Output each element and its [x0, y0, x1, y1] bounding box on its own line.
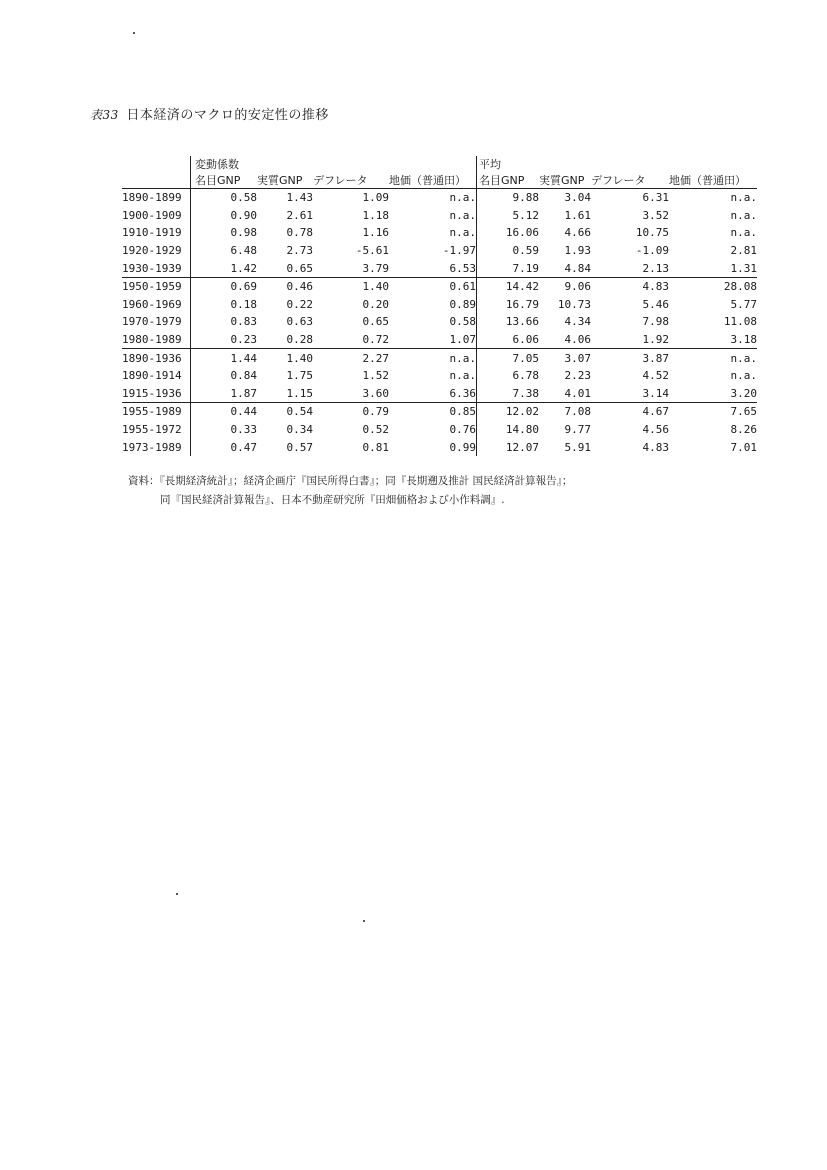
table-row [122, 259, 757, 277]
value-cell: 1.15 [257, 385, 313, 403]
scan-speck [133, 32, 135, 34]
value-cell: 0.52 [362, 423, 389, 437]
value-cell: 1.52 [362, 369, 389, 383]
value-cell: 6.48 [191, 242, 258, 260]
value-cell: 1.07 [389, 331, 477, 349]
value-cell: 0.47 [191, 438, 258, 456]
period-cell: 1890-1914 [122, 369, 182, 383]
column-header: 名目GNP [477, 172, 540, 189]
value-cell: 0.78 [286, 226, 313, 240]
value-cell: 7.38 [477, 385, 540, 403]
value-cell: 0.99 [449, 440, 476, 454]
value-cell: 7.01 [730, 440, 757, 454]
value-cell: -5.61 [355, 244, 389, 258]
table-row [122, 403, 757, 421]
value-cell: 0.33 [191, 421, 258, 439]
value-cell: 0.22 [286, 297, 313, 311]
table-row [122, 349, 757, 367]
period-cell: 1960-1969 [122, 297, 182, 311]
value-cell: 0.63 [286, 315, 313, 329]
value-cell: 9.06 [564, 280, 591, 294]
period-cell: 1890-1899 [122, 191, 182, 205]
group-header-cv: 変動係数 [191, 156, 477, 172]
value-cell: 2.13 [591, 259, 669, 277]
table-row [122, 313, 757, 331]
period-cell: 1910-1919 [122, 226, 182, 240]
value-cell: 0.23 [191, 331, 258, 349]
column-header: 地価（普通田） [389, 172, 477, 189]
value-cell: 12.07 [477, 438, 540, 456]
value-cell: 4.06 [539, 331, 591, 349]
period-cell: 1955-1989 [122, 405, 182, 419]
value-cell: 0.18 [191, 296, 258, 314]
value-cell: 7.98 [642, 315, 669, 329]
value-cell: n.a. [730, 191, 757, 205]
value-cell: 9.88 [477, 189, 540, 207]
value-cell: 0.58 [191, 189, 258, 207]
value-cell: 4.34 [564, 315, 591, 329]
value-cell: 4.66 [564, 226, 591, 240]
column-header: 実質GNP [539, 172, 591, 189]
value-cell: 7.65 [730, 405, 757, 419]
period-cell: 1890-1936 [122, 351, 182, 365]
period-cell: 1955-1972 [122, 423, 182, 437]
value-cell: n.a. [449, 208, 476, 222]
value-cell: 3.52 [642, 208, 669, 222]
table-row [122, 296, 757, 314]
column-header: デフレータ [313, 172, 389, 189]
value-cell: 4.67 [642, 405, 669, 419]
value-cell: 0.61 [449, 280, 476, 294]
table-number: 表33 [90, 108, 119, 122]
period-cell: 1950-1959 [122, 280, 182, 294]
value-cell: 6.53 [389, 259, 477, 277]
column-header: デフレータ [591, 172, 669, 189]
value-cell: 1.44 [191, 349, 258, 367]
value-cell: 0.59 [477, 242, 540, 260]
table-title [90, 104, 329, 123]
value-cell: 0.81 [362, 440, 389, 454]
value-cell: 1.40 [286, 351, 313, 365]
value-cell: 7.08 [564, 405, 591, 419]
value-cell: 1.40 [362, 280, 389, 294]
value-cell: 1.42 [191, 259, 258, 277]
period-cell: 1915-1936 [122, 385, 191, 403]
value-cell: -1.97 [442, 244, 476, 258]
value-cell: 1.43 [286, 191, 313, 205]
value-cell: n.a. [730, 351, 757, 365]
value-cell: n.a. [449, 226, 476, 240]
period-cell: 1930-1939 [122, 259, 191, 277]
value-cell: n.a. [730, 369, 757, 383]
value-cell: 5.46 [642, 297, 669, 311]
table-row [122, 189, 757, 207]
value-cell: 0.84 [191, 367, 258, 385]
value-cell: n.a. [449, 191, 476, 205]
value-cell: 6.31 [642, 191, 669, 205]
value-cell: 0.65 [362, 315, 389, 329]
period-cell: 1920-1929 [122, 244, 182, 258]
value-cell: n.a. [449, 369, 476, 383]
value-cell: 0.20 [362, 297, 389, 311]
data-table [122, 156, 757, 456]
value-cell: 3.20 [669, 385, 757, 403]
period-cell: 1970-1979 [122, 315, 182, 329]
value-cell: 1.87 [191, 385, 258, 403]
value-cell: 0.69 [191, 277, 258, 295]
value-cell: 0.90 [191, 207, 258, 225]
value-cell: 14.42 [477, 277, 540, 295]
value-cell: 16.06 [477, 224, 540, 242]
value-cell: 2.61 [286, 208, 313, 222]
table-row [122, 438, 757, 456]
value-cell: n.a. [449, 351, 476, 365]
value-cell: 7.05 [477, 349, 540, 367]
value-cell: 0.85 [449, 405, 476, 419]
value-cell: 16.79 [477, 296, 540, 314]
value-cell: 7.19 [477, 259, 540, 277]
value-cell: 3.14 [591, 385, 669, 403]
value-cell: 4.83 [642, 440, 669, 454]
value-cell: 5.77 [730, 297, 757, 311]
table-row [122, 224, 757, 242]
table-row [122, 367, 757, 385]
period-cell: 1973-1989 [122, 440, 182, 454]
value-cell: 3.60 [313, 385, 389, 403]
value-cell: 2.23 [564, 369, 591, 383]
value-cell: 1.92 [591, 331, 669, 349]
source-line-2: 同『国民経済計算報告』、日本不動産研究所『田畑価格および小作料調』. [160, 494, 505, 506]
value-cell: 0.83 [191, 313, 258, 331]
value-cell: 0.28 [257, 331, 313, 349]
value-cell: 0.72 [313, 331, 389, 349]
value-cell: 8.26 [730, 423, 757, 437]
value-cell: 2.73 [286, 244, 313, 258]
value-cell: 0.65 [257, 259, 313, 277]
value-cell: 6.78 [477, 367, 540, 385]
scan-speck [176, 893, 178, 895]
table-row [122, 385, 757, 403]
scan-speck [363, 920, 365, 922]
value-cell: 0.79 [362, 405, 389, 419]
value-cell: 1.16 [362, 226, 389, 240]
value-cell: 4.84 [539, 259, 591, 277]
header-blank [122, 156, 191, 172]
value-cell: 0.34 [286, 423, 313, 437]
table-row [122, 331, 757, 349]
value-cell: 0.76 [449, 423, 476, 437]
value-cell: 0.44 [191, 403, 258, 421]
column-header: 名目GNP [191, 172, 258, 189]
header-blank-sub [122, 172, 191, 189]
table-row [122, 277, 757, 295]
value-cell: 6.36 [389, 385, 477, 403]
table-row [122, 207, 757, 225]
value-cell: 0.58 [449, 315, 476, 329]
value-cell: n.a. [730, 226, 757, 240]
value-cell: 0.89 [449, 297, 476, 311]
value-cell: 0.54 [286, 405, 313, 419]
value-cell: 1.09 [362, 191, 389, 205]
value-cell: 3.04 [564, 191, 591, 205]
value-cell: 4.52 [642, 369, 669, 383]
value-cell: 1.31 [669, 259, 757, 277]
value-cell: 14.80 [477, 421, 540, 439]
table-row [122, 242, 757, 260]
period-cell: 1980-1989 [122, 331, 191, 349]
value-cell: 9.77 [564, 423, 591, 437]
column-header: 地価（普通田） [669, 172, 757, 189]
value-cell: 3.87 [642, 351, 669, 365]
table-body [122, 189, 757, 456]
value-cell: 2.27 [362, 351, 389, 365]
group-header-mean: 平均 [477, 156, 758, 172]
value-cell: 1.93 [564, 244, 591, 258]
table-title-text: 日本経済のマクロ的安定性の推移 [126, 108, 329, 123]
period-cell: 1900-1909 [122, 208, 182, 222]
value-cell: 0.57 [286, 440, 313, 454]
value-cell: 1.61 [564, 208, 591, 222]
source-line-1: 資料：『長期経済統計』；経済企画庁『国民所得白書』；同『長期遡及推計 国民経済計算報告』； [128, 475, 573, 487]
value-cell: 10.73 [557, 297, 591, 311]
value-cell: 10.75 [635, 226, 669, 240]
value-cell: 11.08 [723, 315, 757, 329]
value-cell: 28.08 [723, 280, 757, 294]
value-cell: 6.06 [477, 331, 540, 349]
value-cell: 4.01 [539, 385, 591, 403]
value-cell: -1.09 [635, 244, 669, 258]
value-cell: 12.02 [477, 403, 540, 421]
value-cell: 5.91 [564, 440, 591, 454]
column-header: 実質GNP [257, 172, 313, 189]
source-note [128, 472, 572, 510]
value-cell: 3.18 [669, 331, 757, 349]
value-cell: 2.81 [730, 244, 757, 258]
value-cell: 1.18 [362, 208, 389, 222]
value-cell: 0.46 [286, 280, 313, 294]
table-row [122, 421, 757, 439]
value-cell: 4.56 [642, 423, 669, 437]
value-cell: 1.75 [286, 369, 313, 383]
value-cell: 5.12 [477, 207, 540, 225]
value-cell: 0.98 [191, 224, 258, 242]
value-cell: n.a. [730, 208, 757, 222]
value-cell: 3.07 [564, 351, 591, 365]
value-cell: 13.66 [477, 313, 540, 331]
value-cell: 4.83 [642, 280, 669, 294]
value-cell: 3.79 [313, 259, 389, 277]
